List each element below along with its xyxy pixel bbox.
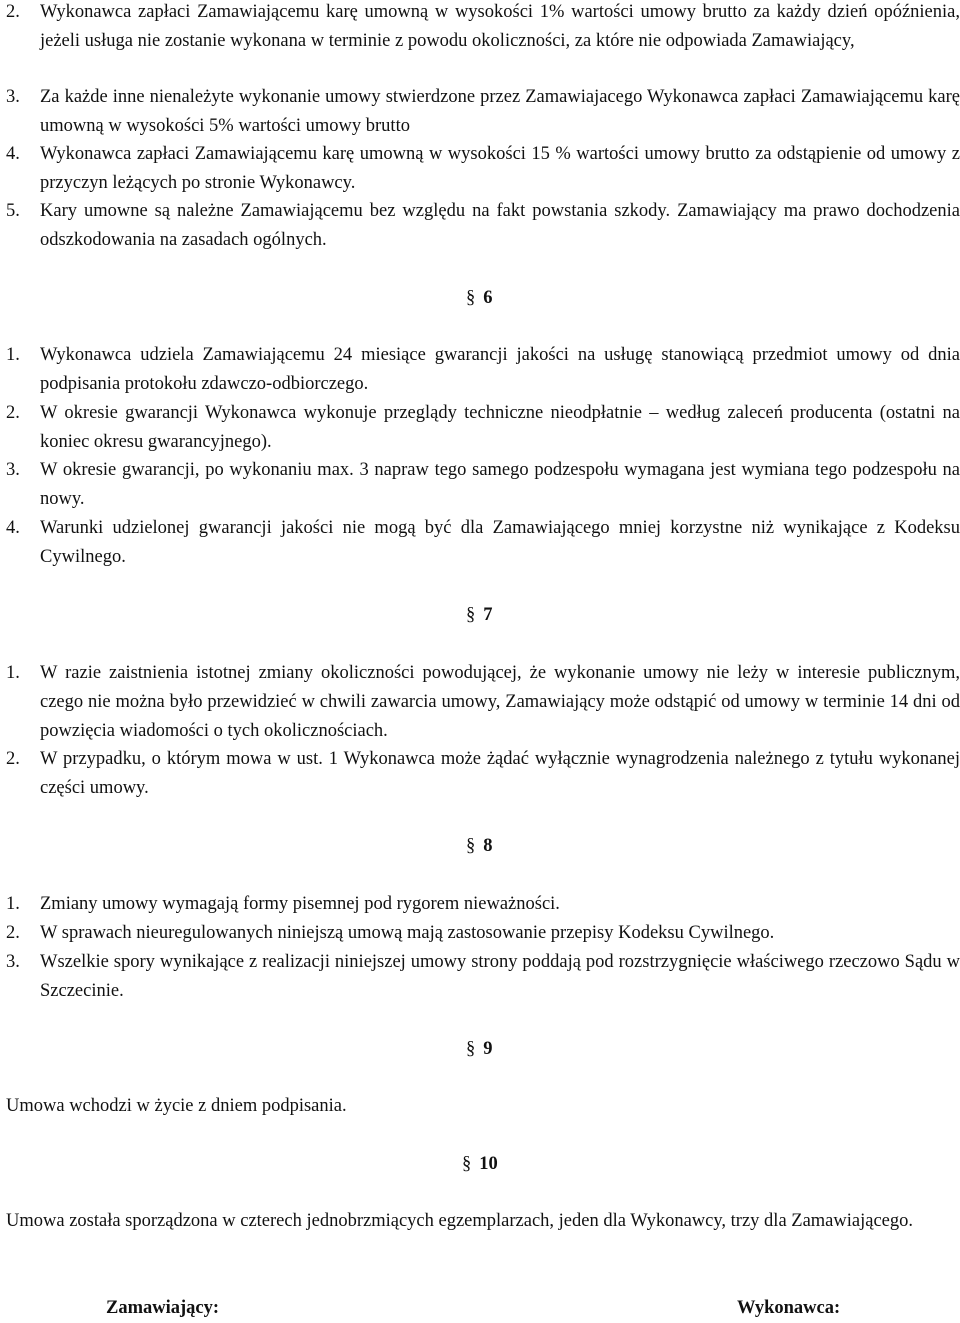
item-number: 1. — [6, 663, 20, 683]
final-item-2 — [6, 919, 960, 948]
section-7-heading — [466, 601, 526, 630]
item-text: W razie zaistnienia istotnej zmiany okoliczności powodującej, że wykonanie umowy nie leży w interesie publicznym, czego nie można było przewidzieć w chwili zawarcia umowy, Zamawiający może odstąpić od umowy w terminie 14 dni od powzięcia wiadomości o tych okolicznościach. — [40, 663, 960, 741]
section-number: 6 — [483, 288, 493, 308]
section-symbol: § — [466, 288, 476, 308]
section-10-heading — [462, 1150, 522, 1179]
item-number: 2. — [6, 923, 20, 943]
item-number: 4. — [6, 518, 20, 538]
warranty-item-1 — [6, 341, 960, 399]
withdrawal-item-1 — [6, 659, 960, 746]
item-text: W okresie gwarancji, po wykonaniu max. 3 napraw tego samego podzespołu wymagana jest wymiana tego podzespołu na nowy. — [40, 460, 960, 509]
section-symbol: § — [466, 1039, 476, 1059]
item-text: Zmiany umowy wymagają formy pisemnej pod rygorem nieważności. — [40, 894, 560, 914]
warranty-item-2 — [6, 399, 960, 457]
item-number: 2. — [6, 749, 20, 769]
section-9-heading — [466, 1035, 526, 1064]
item-text: Wykonawca udziela Zamawiającemu 24 miesiące gwarancji jakości na usługę stanowiącą przedmiot umowy od dnia podpisania protokołu zdawczo-odbiorczego. — [40, 345, 960, 394]
penalty-item-4 — [6, 140, 960, 198]
item-number: 3. — [6, 952, 20, 972]
item-number: 4. — [6, 144, 20, 164]
section-number: 8 — [483, 836, 493, 856]
item-number: 2. — [6, 2, 20, 22]
item-text: W sprawach nieuregulowanych niniejszą umową mają zastosowanie przepisy Kodeksu Cywilnego. — [40, 923, 775, 943]
item-number: 3. — [6, 87, 20, 107]
penalty-item-2 — [6, 0, 960, 56]
final-item-1 — [6, 890, 960, 919]
warranty-item-4 — [6, 514, 960, 572]
item-number: 3. — [6, 460, 20, 480]
item-text: Wykonawca zapłaci Zamawiającemu karę umowną w wysokości 1% wartości umowy brutto za każdy dzień opóźnienia, jeżeli usługa nie zostanie wykonana w terminie z powodu okoliczności, za które nie odpowiada Zamawiający, — [40, 2, 960, 51]
signature-contractor-label: Wykonawca: — [737, 1298, 841, 1318]
section-8-heading — [466, 832, 526, 861]
penalty-item-5 — [6, 197, 960, 255]
item-text: W okresie gwarancji Wykonawca wykonuje przeglądy techniczne nieodpłatnie – według zaleceń producenta (ostatni na koniec okresu gwarancyjnego). — [40, 403, 960, 452]
signature-orderer-label: Zamawiający: — [106, 1298, 220, 1318]
item-text: Za każde inne nienależyte wykonanie umowy stwierdzone przez Zamawiajacego Wykonawca zapłaci Zamawiającemu karę umowną w wysokości 5% wartości umowy brutto — [40, 87, 960, 136]
item-text: Wykonawca zapłaci Zamawiającemu karę umowną w wysokości 15 % wartości umowy brutto za odstąpienie od umowy z przyczyn leżących po stronie Wykonawcy. — [40, 144, 960, 193]
section-number: 7 — [483, 605, 493, 625]
section-symbol: § — [466, 836, 476, 856]
section-number: 9 — [483, 1039, 493, 1059]
warranty-item-3 — [6, 456, 960, 514]
final-item-3 — [6, 948, 960, 1006]
penalty-item-3 — [6, 83, 960, 141]
item-number: 5. — [6, 201, 20, 221]
section-9-text: Umowa wchodzi w życie z dniem podpisania. — [6, 1096, 347, 1116]
item-number: 1. — [6, 345, 20, 365]
item-number: 1. — [6, 894, 20, 914]
item-text: W przypadku, o którym mowa w ust. 1 Wykonawca może żądać wyłącznie wynagrodzenia należnego z tytułu wykonanej części umowy. — [40, 749, 960, 798]
item-text: Kary umowne są należne Zamawiającemu bez względu na fakt powstania szkody. Zamawiający ma prawo dochodzenia odszkodowania na zasadach ogólnych. — [40, 201, 960, 250]
section-6-heading — [466, 284, 526, 313]
withdrawal-item-2 — [6, 745, 960, 803]
item-text: Warunki udzielonej gwarancji jakości nie mogą być dla Zamawiającego mniej korzystne niż wynikające z Kodeksu Cywilnego. — [40, 518, 960, 567]
section-number: 10 — [479, 1154, 498, 1174]
item-text: Wszelkie spory wynikające z realizacji niniejszej umowy strony poddają pod rozstrzygnięcie właściwego rzeczowo Sądu w Szczecinie. — [40, 952, 960, 1001]
item-number: 2. — [6, 403, 20, 423]
section-symbol: § — [462, 1154, 472, 1174]
section-symbol: § — [466, 605, 476, 625]
section-10-text: Umowa została sporządzona w czterech jednobrzmiących egzemplarzach, jeden dla Wykonawcy, trzy dla Zamawiającego. — [6, 1211, 914, 1231]
